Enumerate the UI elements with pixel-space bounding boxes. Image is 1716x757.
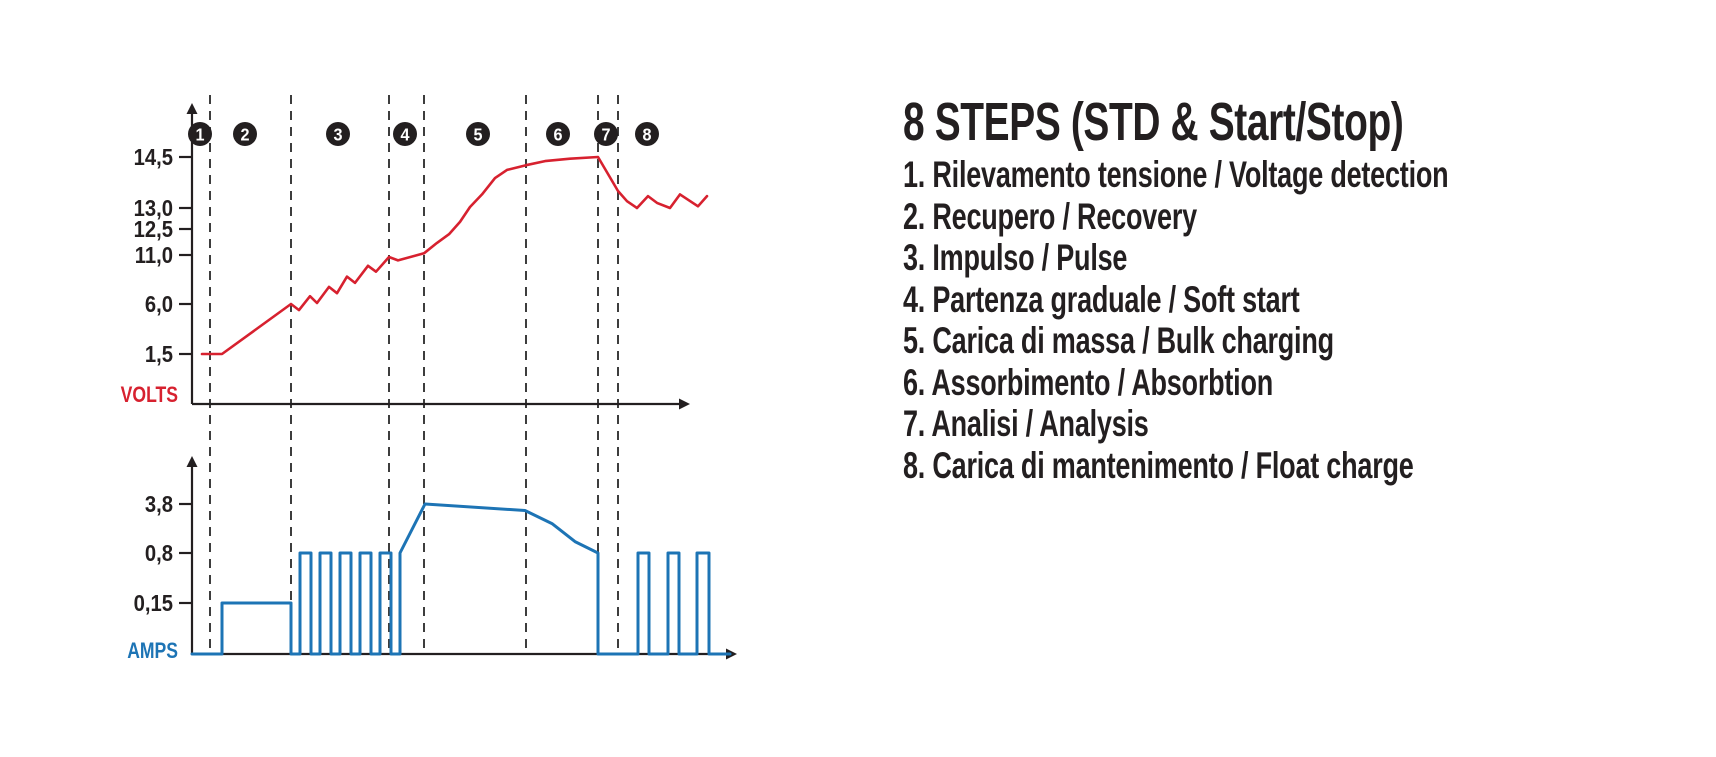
volts-tick-label: 6,0: [144, 290, 173, 318]
steps-list-item: 6. Assorbimento / Absorbtion: [903, 361, 1274, 403]
volts-tick-label: 12,5: [133, 215, 173, 243]
amps-curve: [192, 504, 730, 654]
step-marker-number: 3: [333, 124, 343, 145]
amps-axis-label: AMPS: [127, 639, 178, 664]
volts-curve: [202, 157, 707, 354]
steps-list-item: 3. Impulso / Pulse: [903, 237, 1128, 278]
step-dividers: [210, 95, 618, 654]
amps-tick-label: 0,8: [144, 539, 173, 567]
step-marker-number: 5: [473, 124, 483, 145]
volts-axis-label: VOLTS: [120, 383, 178, 408]
volts-x-axis-arrow-icon: [679, 399, 690, 410]
step-marker-number: 4: [400, 124, 410, 145]
step-marker-number: 7: [601, 124, 611, 145]
volts-y-axis-arrow-icon: [187, 103, 198, 114]
steps-list-item: 2. Recupero / Recovery: [903, 195, 1197, 237]
amps-chart: [127, 456, 737, 664]
volts-tick-label: 1,5: [144, 340, 173, 368]
steps-list-item: 5. Carica di massa / Bulk charging: [903, 320, 1334, 361]
steps-list-item: 4. Partenza graduale / Soft start: [903, 278, 1300, 320]
volts-chart: [121, 103, 707, 410]
step-marker-number: 1: [195, 124, 205, 145]
steps-list-item: 7. Analisi / Analysis: [903, 403, 1149, 444]
steps-list-item: 1. Rilevamento tensione / Voltage detection: [903, 154, 1449, 195]
volts-tick-label: 13,0: [133, 194, 173, 222]
volts-tick-label: 11,0: [134, 241, 173, 269]
steps-list: [903, 154, 1650, 486]
step-marker-number: 8: [642, 124, 652, 145]
steps-list-item: 8. Carica di mantenimento / Float charge: [903, 444, 1414, 486]
steps-title: 8 STEPS (STD & Start/Stop): [903, 92, 1404, 152]
amps-tick-label: 0,15: [133, 589, 173, 617]
amps-tick-label: 3,8: [144, 490, 173, 518]
amps-y-axis-arrow-icon: [187, 456, 198, 467]
volts-tick-label: 14,5: [133, 143, 173, 171]
step-marker-number: 2: [240, 124, 250, 145]
step-marker-number: 6: [553, 124, 563, 145]
